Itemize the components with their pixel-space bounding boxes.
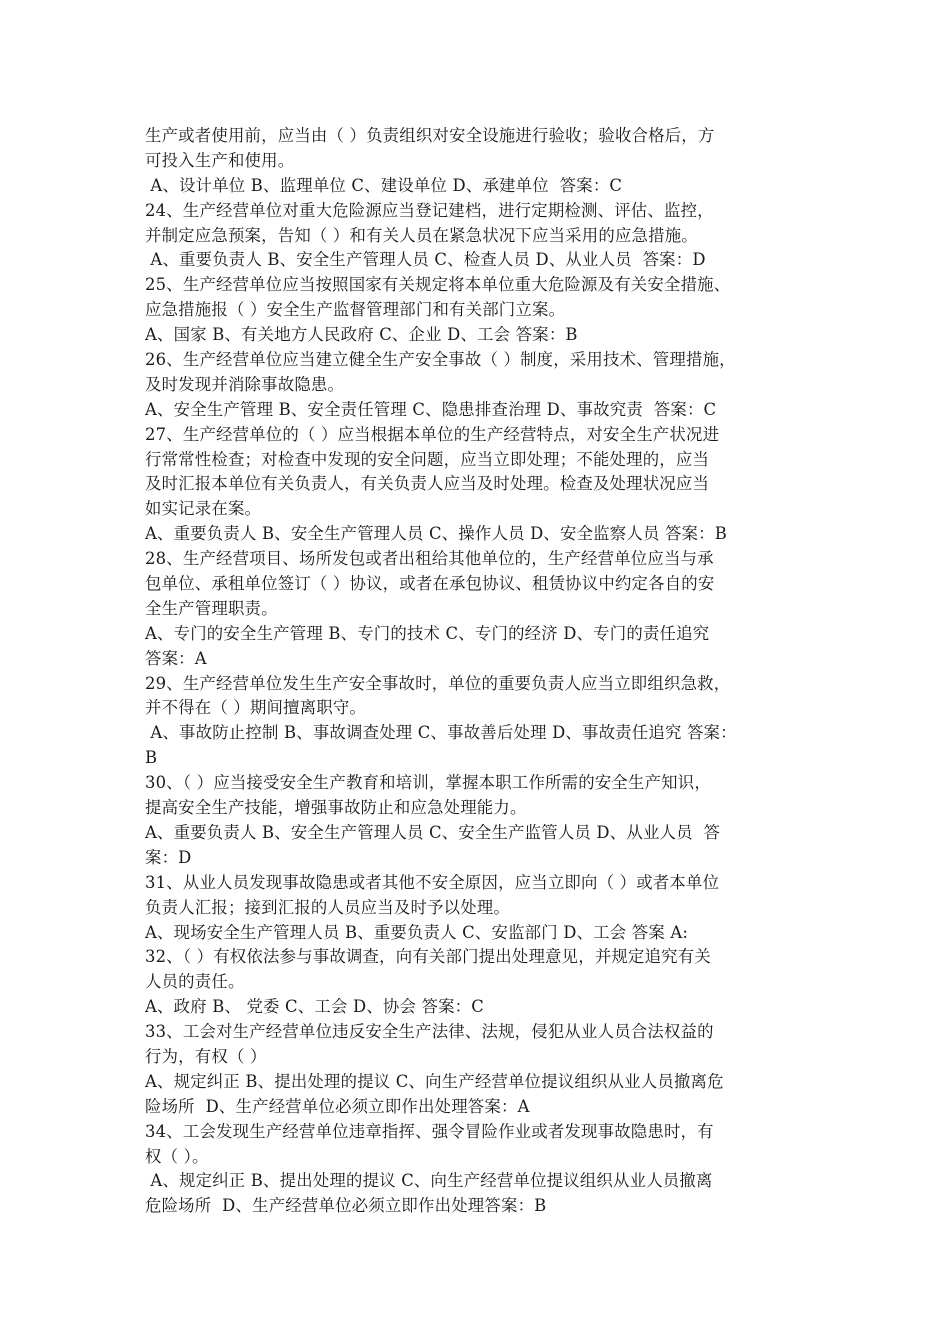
text-line: 答案：A <box>145 648 207 668</box>
text-line: 及时汇报本单位有关负责人，有关负责人应当及时处理。检查及处理状况应当 <box>145 474 710 494</box>
text-line: 及时发现并消除事故隐患。 <box>145 374 345 394</box>
text-line: 28、生产经营项目、场所发包或者出租给其他单位的，生产经营单位应当与承 <box>145 549 714 569</box>
text-line: 并制定应急预案，告知（ ）和有关人员在紧急状况下应当采用的应急措施。 <box>145 225 698 245</box>
text-line: 人员的责任。 <box>145 972 245 992</box>
text-line: 27、生产经营单位的（ ）应当根据本单位的生产经营特点，对安全生产状况进 <box>145 424 720 444</box>
text-line: A、专门的安全生产管理 B、专门的技术 C、专门的经济 D、专门的责任追究 <box>145 623 710 643</box>
text-line: A、设计单位 B、监理单位 C、建设单位 D、承建单位 答案：C <box>145 175 623 195</box>
text-line: 危险场所 D、生产经营单位必须立即作出处理答案：B <box>145 1196 547 1216</box>
text-line: 全生产管理职责。 <box>145 598 278 618</box>
text-line: 26、生产经营单位应当建立健全生产安全事故（ ）制度，采用技术、管理措施， <box>145 350 736 370</box>
text-line: 险场所 D、生产经营单位必须立即作出处理答案：A <box>145 1096 530 1116</box>
text-line: 提高安全生产技能，增强事故防止和应急处理能力。 <box>145 798 527 818</box>
text-line: B <box>145 748 158 768</box>
text-line: 包单位、承租单位签订（ ）协议，或者在承包协议、租赁协议中约定各自的安 <box>145 574 715 594</box>
text-line: A、现场安全生产管理人员 B、重要负责人 C、安监部门 D、工会 答案 A: <box>145 922 689 942</box>
text-line: 负责人汇报；接到汇报的人员应当及时予以处理。 <box>145 897 510 917</box>
text-line: 31、从业人员发现事故隐患或者其他不安全原因，应当立即向（ ）或者本单位 <box>145 872 720 892</box>
text-line: 30、（ ）应当接受安全生产教育和培训，掌握本职工作所需的安全生产知识， <box>145 773 711 793</box>
text-line: 并不得在（ ）期间擅离职守。 <box>145 698 367 718</box>
text-line: 生产或者使用前，应当由（ ）负责组织对安全设施进行验收；验收合格后，方 <box>145 126 715 145</box>
text-line: 32、（ ）有权依法参与事故调查，向有关部门提出处理意见，并规定追究有关 <box>145 947 711 967</box>
text-line: 案：D <box>145 847 192 867</box>
text-line: 如实记录在案。 <box>145 499 262 519</box>
document-body <box>145 124 825 1219</box>
text-line: A、重要负责人 B、安全生产管理人员 C、安全生产监管人员 D、从业人员 答 <box>145 822 721 842</box>
text-line: 权（ ）。 <box>145 1146 209 1166</box>
text-line: 24、生产经营单位对重大危险源应当登记建档，进行定期检测、评估、监控， <box>145 200 714 220</box>
text-line: 应急措施报（ ）安全生产监督管理部门和有关部门立案。 <box>145 300 566 320</box>
text-line: A、规定纠正 B、提出处理的提议 C、向生产经营单位提议组织从业人员撤离危 <box>145 1071 724 1091</box>
text-line: A、重要负责人 B、安全生产管理人员 C、操作人员 D、安全监察人员 答案：B <box>145 524 727 544</box>
text-line: A、重要负责人 B、安全生产管理人员 C、检查人员 D、从业人员 答案：D <box>145 250 706 270</box>
text-line: A、国家 B、有关地方人民政府 C、企业 D、工会 答案：B <box>145 325 578 345</box>
text-line: 29、生产经营单位发生生产安全事故时，单位的重要负责人应当立即组织急救， <box>145 673 731 693</box>
text-line: A、安全生产管理 B、安全责任管理 C、隐患排查治理 D、事故究责 答案：C <box>145 399 717 419</box>
text-line: A、事故防止控制 B、事故调查处理 C、事故善后处理 D、事故责任追究 答案： <box>145 723 737 743</box>
text-line: 33、工会对生产经营单位违反安全生产法律、法规，侵犯从业人员合法权益的 <box>145 1022 714 1042</box>
text-line: A、规定纠正 B、提出处理的提议 C、向生产经营单位提议组织从业人员撤离 <box>145 1171 713 1191</box>
text-line: 34、工会发现生产经营单位违章指挥、强令冒险作业或者发现事故隐患时，有 <box>145 1121 714 1141</box>
text-line: 行常常性检查；对检查中发现的安全问题，应当立即处理；不能处理的，应当 <box>145 449 710 469</box>
text-line: 行为，有权（ ） <box>145 1046 267 1066</box>
text-line: 25、生产经营单位应当按照国家有关规定将本单位重大危险源及有关安全措施、 <box>145 275 731 295</box>
text-line: A、政府 B、 党委 C、工会 D、协会 答案：C <box>145 997 485 1017</box>
text-line: 可投入生产和使用。 <box>145 150 295 170</box>
